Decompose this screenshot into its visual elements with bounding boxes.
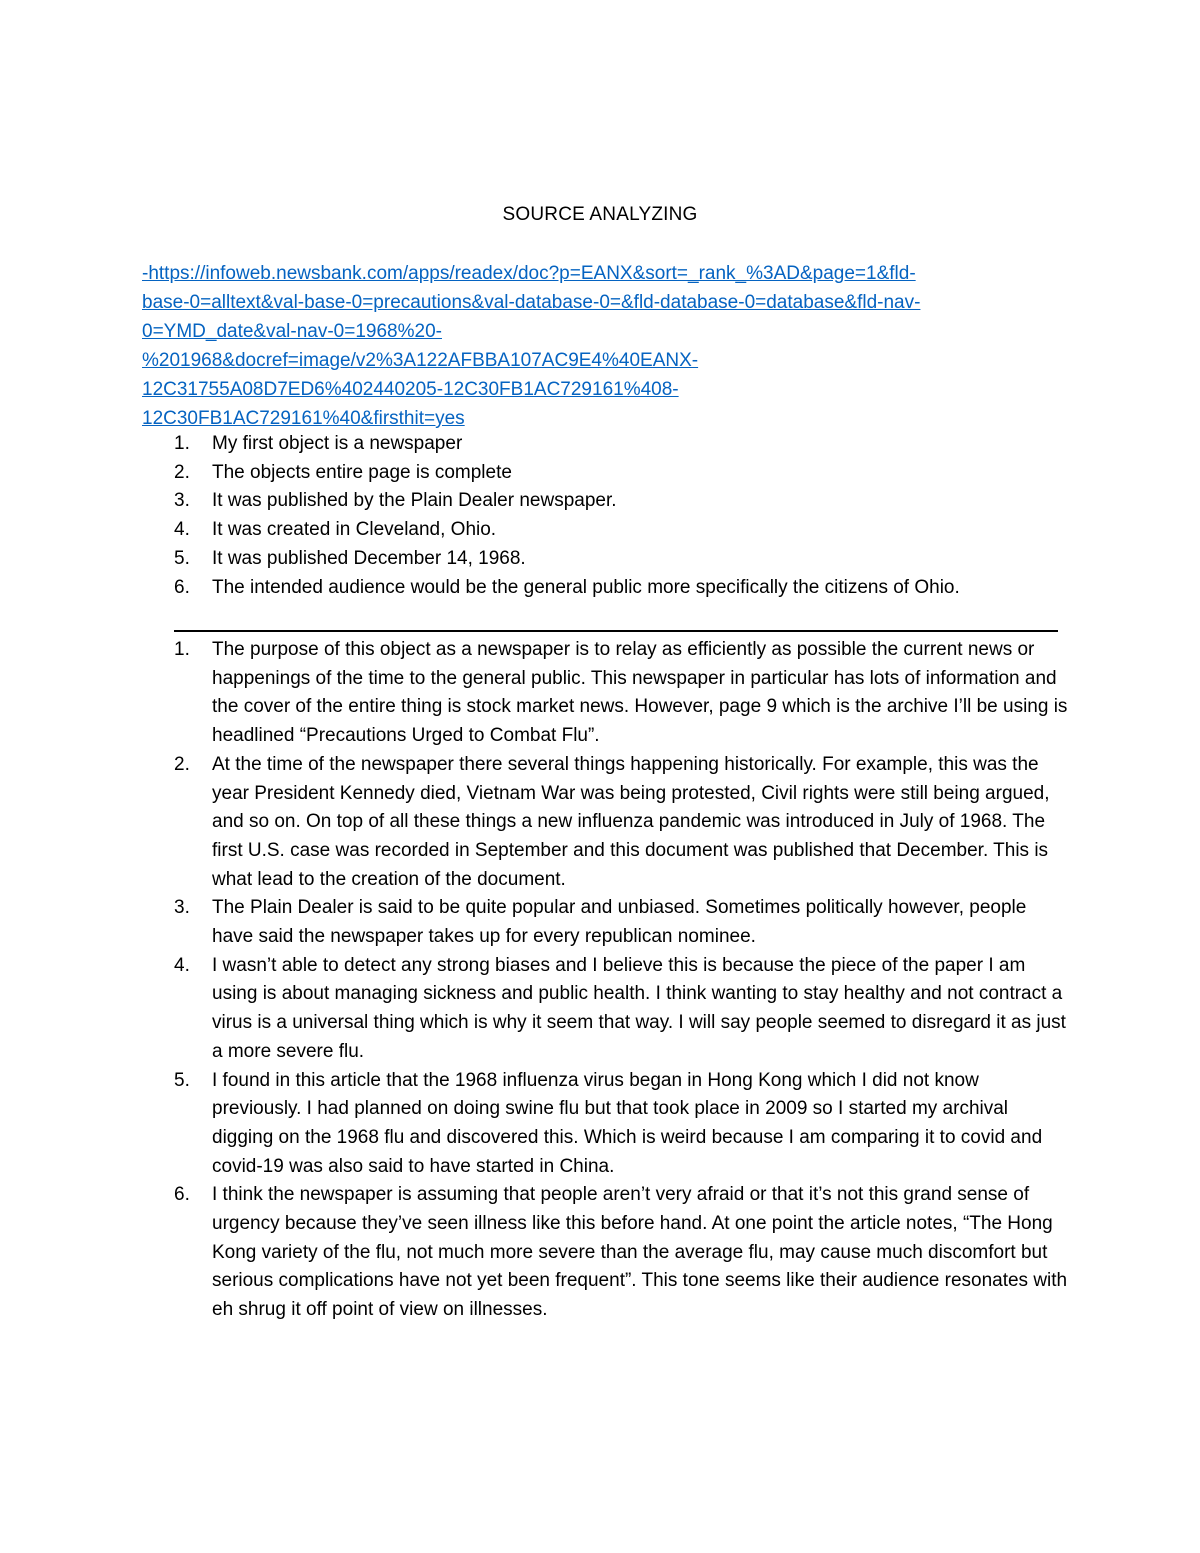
list-item-text: It was published by the Plain Dealer newspaper. <box>212 490 617 512</box>
section-divider <box>174 630 1058 632</box>
list-item-number: 1. <box>174 639 190 660</box>
list-item-text: It was created in Cleveland, Ohio. <box>212 519 497 541</box>
list-item <box>174 545 1070 574</box>
list-item-number: 3. <box>174 490 190 512</box>
list-item-number: 2. <box>174 753 190 775</box>
page-title: SOURCE ANALYZING <box>502 204 698 225</box>
list-item-text: At the time of the newspaper there several things happening historically. For example, this was the year President Kennedy died, Vietnam War was being protested, Civil rights were still being argued, and so on. On top of all these things a new influenza pandemic was introduced in July of 1968. The first U.S. case was recorded in September and this document was published that December. This is what lead to the creation of the document. <box>212 753 1050 890</box>
list-item <box>174 952 1070 1067</box>
list-item-number: 6. <box>174 1184 190 1206</box>
list-item-text: The intended audience would be the general public more specifically the citizens of Ohio. <box>212 576 960 598</box>
list-item <box>174 430 1070 459</box>
list-item-number: 4. <box>174 519 190 541</box>
list-item-number: 5. <box>174 1069 190 1091</box>
list-item-number: 6. <box>174 576 190 598</box>
list-item <box>174 459 1070 488</box>
list-item-text: The objects entire page is complete <box>212 461 512 483</box>
list-item-number: 3. <box>174 897 190 919</box>
list-item-text: I think the newspaper is assuming that people aren’t very afraid or that it’s not this grand sense of urgency because they’ve seen illness like this before hand. At one point the article notes, “The Hong Kong variety of the flu, not much more severe than the average flu, may cause much discomfort but serious complications have not yet been frequent”. This tone seems like their audience resonates with eh shrug it off point of view on illnesses. <box>212 1184 1068 1321</box>
list-item-text: It was published December 14, 1968. <box>212 547 526 569</box>
list-item <box>174 1067 1070 1182</box>
list-item <box>174 636 1070 751</box>
analysis-list <box>174 636 1070 1325</box>
list-item-text: The purpose of this object as a newspaper is to relay as efficiently as possible the current news or happenings of the time to the general public. This newspaper in particular has lots of information and the cover of the entire thing is stock market news. However, page 9 which is the archive I’ll be using is headlined “Precautions Urged to Combat Flu”. <box>212 639 1068 747</box>
list-item-number: 2. <box>174 461 190 483</box>
list-item-text: The Plain Dealer is said to be quite popular and unbiased. Sometimes politically however, people have said the newspaper takes up for every republican nominee. <box>212 897 1027 948</box>
list-item-text: I found in this article that the 1968 influenza virus began in Hong Kong which I did not know previously. I had planned on doing swine flu but that took place in 2009 so I started my archival digging on the 1968 flu and discovered this. Which is weird because I am comparing it to covid and covid-19 was also said to have started in China. <box>212 1069 1043 1177</box>
list-item <box>174 487 1070 516</box>
list-item <box>174 894 1070 951</box>
source-details-list <box>174 430 1070 602</box>
list-item-text: My first object is a newspaper <box>212 433 463 454</box>
list-item <box>174 574 1070 603</box>
list-item-number: 4. <box>174 954 190 976</box>
list-item-number: 1. <box>174 433 190 454</box>
source-link[interactable]: -https://infoweb.newsbank.com/apps/readex/doc?p=EANX&sort=_rank_%3AD&page=1&fld- base-0=alltext&val-base-0=precautions&val-database-0=&fld-database-0=database&fld-nav- 0=YMD_date&val-nav-0=1968%20- %201968&docref=image/v2%3A122AFBBA107AC9E4%40EANX- 12C31755A08D7ED6%402440205-12C30FB1AC729161%408- 12C30FB1AC729161%40&firsthit=yes <box>142 263 921 429</box>
list-item-text: I wasn’t able to detect any strong biases and I believe this is because the piece of the paper I am using is about managing sickness and public health. I think wanting to stay healthy and not contract a virus is a universal thing which is why it seem that way. I will say people seemed to disregard it as just a more severe flu. <box>212 954 1066 1062</box>
list-item-number: 5. <box>174 547 190 569</box>
list-item <box>174 516 1070 545</box>
list-item <box>174 751 1070 895</box>
list-item <box>174 1181 1070 1325</box>
